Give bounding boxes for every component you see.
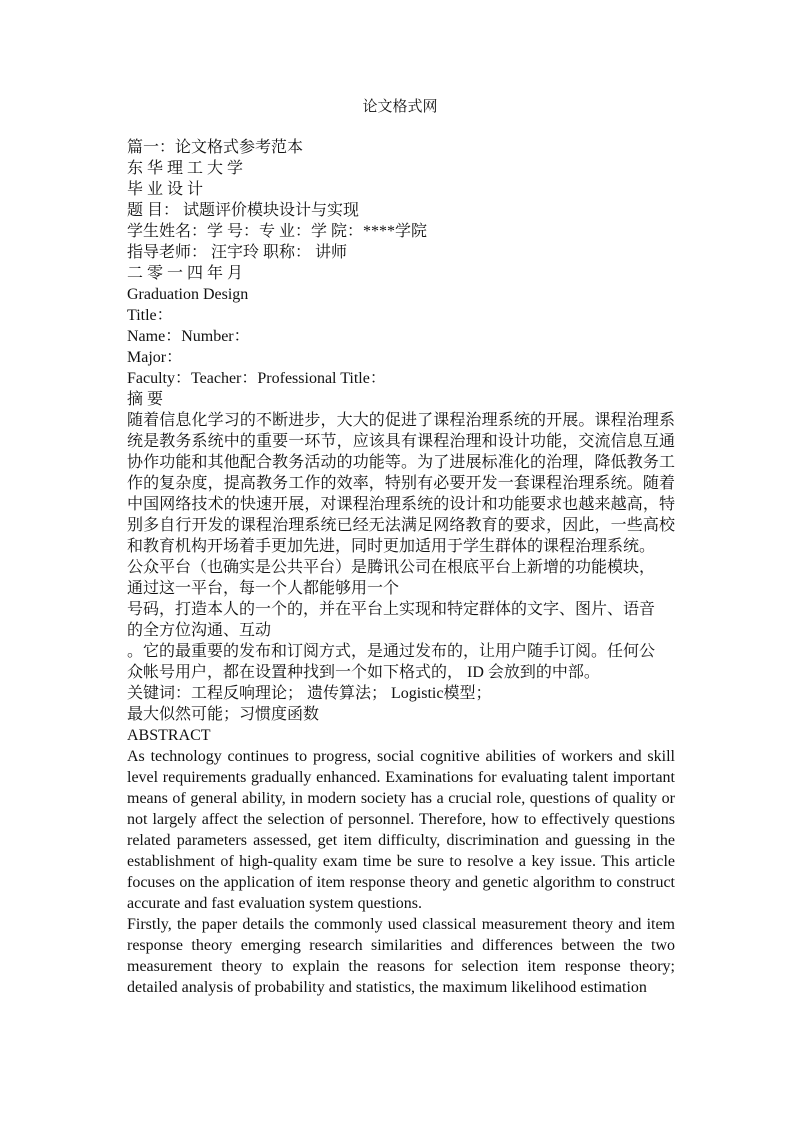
advisor-info: 指导老师： 汪宇玲 职称： 讲师 xyxy=(127,244,348,261)
abstract-cn-para2-line: 众帐号用户，都在设置种找到一个如下格式的， ID 会放到的中部。 xyxy=(127,664,600,681)
thesis-topic: 题 目： 试题评价模块设计与实现 xyxy=(127,202,360,219)
abstract-en-heading: ABSTRACT xyxy=(127,727,211,744)
design-label: 毕 业 设 计 xyxy=(127,181,204,198)
abstract-cn-paragraph: 随着信息化学习的不断进步，大大的促进了课程治理系统的开展。课程治理系统是教务系统中的重要一环节，应该具有课程治理和设计功能，交流信息互通协作功能和其他配合教务活动的功能等。为了进展标准化的治理，降低教务工作的复杂度，提高教务工作的效率，特别有必要开发一套课程治理系统。随着中国网络技术的快速开展，对课程治理系统的设计和功能要求也越来越高，特别多自行开发的课程治理系统已经无法满足网络教育的要求，因此，一些高校和教育机构开场着手更加先进，同时更加适用于学生群体的课程治理系统。 xyxy=(127,412,675,555)
abstract-cn-para2-line: 公众平台（也确实是公共平台）是腾讯公司在根底平台上新增的功能模块， xyxy=(127,559,656,576)
english-title: Graduation Design xyxy=(127,286,249,303)
keywords-line: 关键词：工程反响理论； 遗传算法； Logistic模型； xyxy=(127,685,492,702)
document-body xyxy=(127,137,675,998)
abstract-cn-heading: 摘 要 xyxy=(127,391,164,408)
english-field-major: Major： xyxy=(127,349,183,366)
page-header-title: 论文格式网 xyxy=(362,99,438,115)
date-line: 二 零 一 四 年 月 xyxy=(127,265,244,282)
abstract-cn-para2-line: 通过这一平台，每一个人都能够用一个 xyxy=(127,580,400,597)
abstract-cn-para2-line: 号码，打造本人的一个的，并在平台上实现和特定群体的文字、图片、语音 xyxy=(127,601,656,618)
abstract-cn-para2-line: 的全方位沟通、互动 xyxy=(127,622,272,639)
abstract-en-paragraph: As technology continues to progress, social cognitive abilities of workers and skill level requirements gradually enhanced. Examinations for evaluating talent important means of general ability, in modern society has a crucial role, questions of quality or not largely affect the selection of personnel. Therefore, how to effectively questions related parameters assessed, get item difficulty, discrimination and guessing in the establishment of high-quality exam time be sure to resolve a key issue. This article focuses on the application of item response theory and genetic algorithm to construct accurate and fast evaluation system questions. xyxy=(127,748,675,912)
section-heading: 篇一：论文格式参考范本 xyxy=(127,139,304,156)
abstract-cn-para2-line: 。它的最重要的发布和订阅方式，是通过发布的，让用户随手订阅。任何公 xyxy=(127,643,656,660)
abstract-en-paragraph: Firstly, the paper details the commonly used classical measurement theory and item response theory emerging research similarities and differences between the two measurement theory to explain the reasons for selection item response theory; detailed analysis of probability and statistics, the maximum likelihood estimation xyxy=(127,916,675,996)
english-field-faculty: Faculty：Teacher：Professional Title： xyxy=(127,370,386,387)
english-field-name-number: Name：Number： xyxy=(127,328,250,345)
english-field-title: Title： xyxy=(127,307,173,324)
university-name: 东 华 理 工 大 学 xyxy=(127,160,244,177)
keywords-line: 最大似然可能；习惯度函数 xyxy=(127,706,320,723)
student-info: 学生姓名：学 号：专 业：学 院：****学院 xyxy=(127,223,428,240)
